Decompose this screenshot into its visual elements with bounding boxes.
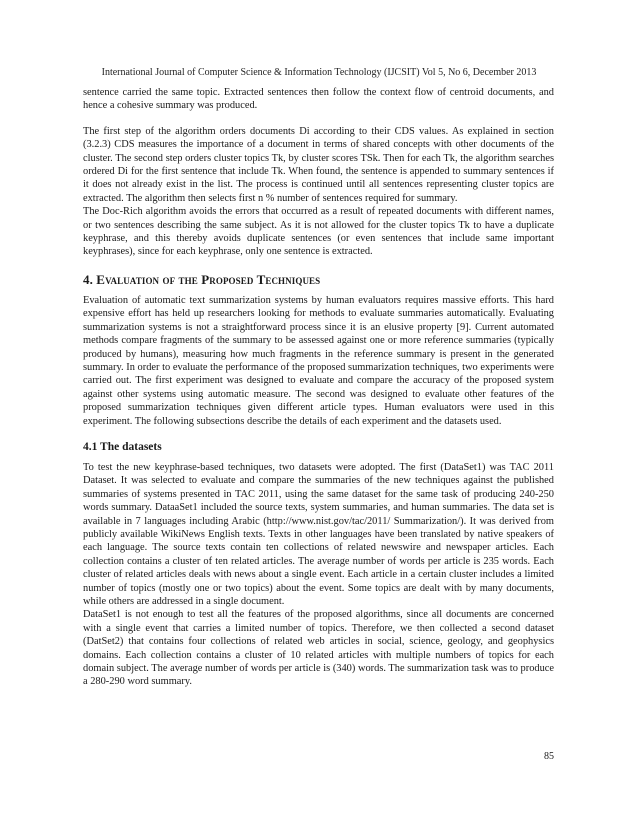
paragraph-centroid-context: sentence carried the same topic. Extracted sentences then follow the context flow of centroid documents, and hence a cohesive summary was produced. xyxy=(83,87,554,112)
running-header: International Journal of Computer Science & Information Technology (IJCSIT) Vol 5, No 6, December 2013 xyxy=(101,67,537,78)
paragraph-doc-rich: The Doc-Rich algorithm avoids the errors that occurred as a result of repeated documents with different names, or two sentences describing the same subject. As it is not allowed for the cluster topics Tk to have a duplicate keyphrase, and this thereby avoids duplicate sentences (or even sentences that include same important keyphrases), since for each keyphrase, only one sentence is extracted. xyxy=(83,206,554,258)
section-heading-evaluation: 4. Evaluation of the Proposed Techniques xyxy=(83,271,321,287)
paragraph-evaluation-intro: Evaluation of automatic text summarization systems by human evaluators requires massive efforts. This hard expensive effort has held up researchers looking for methods to evaluate summaries automatically. Evaluating summarization systems is not a straightforward process since it is an elusive property [9]. Current automated methods compare fragments of the summary to be assessed against one or more reference summaries (typically produced by humans), measuring how much fragments in the reference summary is present in the generated summary. In order to evaluate the performance of the proposed summarization techniques, two experiments were carried out. The first experiment was designed to evaluate and compare the accuracy of the proposed system against other systems using automatic measure. The second was designed to evaluate other features of the proposed summarization techniques given different article types. Human evaluators were used in this experiment. The following subsections describe the details of each experiment and the datasets used. xyxy=(83,294,554,427)
paragraph-dataset2: DataSet1 is not enough to test all the features of the proposed algorithms, since all documents are concerned with a single event that carries a limited number of topics. Therefore, we then collected a second dataset (DatSet2) that contains four collections of related web articles in social, science, geology, and geophysics domains. Each collection contains a cluster of 10 related articles with multiple numbers of topics for each domain subject. The average number of words per article is (340) words. The summarization task was to produce a 280-290 word summary. xyxy=(83,609,554,688)
subsection-heading-datasets: 4.1 The datasets xyxy=(83,440,162,453)
page-content xyxy=(83,86,554,689)
paragraph-algorithm-steps: The first step of the algorithm orders documents Di according to their CDS values. As explained in section (3.2.3) CDS measures the importance of a document in terms of shared concepts with other documents of the cluster. The second step orders cluster topics Tk, by cluster scores TSk. Then for each Tk, the algorithm searches ordered Di for the first sentence that include Tk. When found, the sentence is appended to summary sentences if it does not already exist in the list. The process is continued until all sentences representing cluster topics are extracted. The algorithm then selects first n % number of sentences required for summary. xyxy=(83,125,554,204)
paragraph-dataset1: To test the new keyphrase-based techniques, two datasets were adopted. The first (DataSet1) was TAC 2011 Dataset. It was selected to evaluate and compare the summaries of the new techniques against the published summaries of systems presented in TAC 2011, using the same dataset for the same task of producing 240-250 words summary. DataaSet1 included the source texts, system summaries, and human summaries. The data set is available in 7 languages including Arabic (http://www.nist.gov/tac/2011/ Summarization/). It was derived from publicly available WikiNews English texts. Texts in other languages have been translated by native speakers of each language. The source texts contain ten collections of related newswire and newspaper articles. Each collection contains a cluster of ten related articles. The average number of words per article is 235 words. Each cluster of related articles deals with news about a single event. Each article in a certain cluster includes a limited number of topics (mostly one or two topics) about the event. Some topics are dealt with by many documents, while others are addressed in a single document. xyxy=(83,461,554,607)
page-number: 85 xyxy=(544,751,554,762)
